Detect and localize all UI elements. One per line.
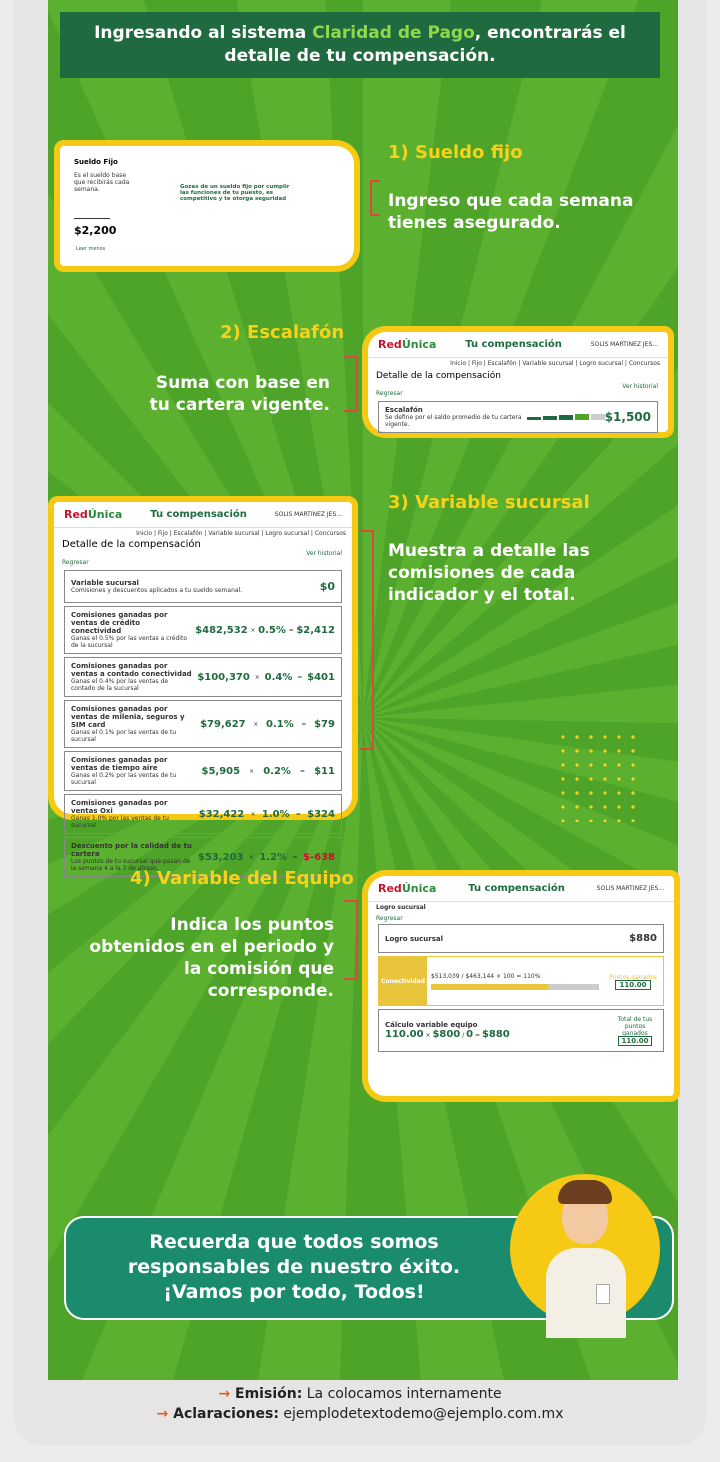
header-title: Tu compensación xyxy=(465,339,562,350)
section-title: Logro sucursal xyxy=(376,904,426,911)
variable-total: $0 xyxy=(319,580,335,593)
escalafon-card xyxy=(368,332,668,432)
commission-row: Comisiones ganadas por ventas Oxi Ganas 1.0% por las ventas de tu sucursal $32,422 × 1.0% = $324 xyxy=(64,794,342,834)
emision-label: Emisión: xyxy=(235,1386,303,1402)
variable-total-row: Variable sucursal Comisiones y descuentos aplicados a tu sueldo semanal. $0 xyxy=(64,570,342,603)
commission-row: Comisiones ganadas por ventas a contado conectividad Ganas el 0.4% por las ventas de contado de la sucursal $100,370 × 0.4% = $401 xyxy=(64,657,342,697)
back-link[interactable]: Regresar xyxy=(376,390,403,397)
commission-row: Comisiones ganadas por ventas de tiempo aire Ganas el 0.2% por las ventas de tu sucursal $5,905 × 0.2% = $11 xyxy=(64,751,342,791)
card-note: Gozas de un sueldo fijo por cumplir las funciones de tu puesto, es competitivo y te otorga seguridad xyxy=(180,184,290,202)
step4-title: 4) Variable del Equipo xyxy=(130,868,354,889)
escalafon-amount: $1,500 xyxy=(604,410,651,424)
total-points: 110.00 xyxy=(385,1029,424,1040)
bracket xyxy=(344,900,358,980)
row-desc: Se define por el saldo promedio de tu cartera vigente. xyxy=(385,414,522,428)
read-less-link[interactable]: Leer menos xyxy=(76,246,106,252)
row-title: Escalafón xyxy=(385,406,423,414)
step3-text: Muestra a detalle las comisiones de cada indicador y el total. xyxy=(388,541,590,605)
emision-value: La colocamos internamente xyxy=(306,1386,502,1402)
conectividad-row: Conectividad $513,039 / $463,144 × 100 = 110% Puntos ganados 110.00 xyxy=(378,956,664,1006)
redunica-logo: RedÚnica xyxy=(378,338,437,351)
logro-sucursal-card xyxy=(368,876,674,1096)
back-link[interactable]: Regresar xyxy=(62,559,89,566)
user-name[interactable]: SOLIS MARTINEZ JES... xyxy=(274,511,342,518)
commission-row: Comisiones ganadas por ventas de crédito conectividad Ganas el 0.5% por las ventas a crédito de la sucursal $482,532 × 0.5% = $2,412 xyxy=(64,606,342,654)
dot-pattern xyxy=(556,730,640,822)
step2-text: Suma con base en tu cartera vigente. xyxy=(149,373,330,415)
intro-banner: Ingresando al sistema Claridad de Pago, encontrarás el detalle de tu compensación. xyxy=(60,12,660,78)
step1-text: Ingreso que cada semana tienes asegurado. xyxy=(388,191,634,233)
commission-row: Comisiones ganadas por ventas de milenia, seguros y SIM card Ganas el 0.1% por las ventas de tu sucursal $79,627 × 0.1% = $79 xyxy=(64,700,342,748)
bracket xyxy=(370,180,380,216)
commission-row: Descuento por la calidad de tu cartera Los puntos de tu sucursal que pasan de la semana 4 a la 7 de atraso. $53,203 × 1.2% = $-638 xyxy=(64,837,342,877)
step4-text: Indica los puntos obtenidos en el periodo y la comisión que corresponde. xyxy=(89,915,334,1001)
user-name[interactable]: SOLIS MARTINEZ JES... xyxy=(590,341,658,348)
card-desc: Es el sueldo base que recibirás cada semana. xyxy=(74,172,130,193)
points-box: Puntos ganados 110.00 xyxy=(609,973,657,989)
brand-highlight: Claridad de Pago xyxy=(312,23,475,43)
factor: 0 xyxy=(466,1029,474,1040)
step2-title: 2) Escalafón xyxy=(220,322,345,343)
history-link[interactable]: Ver historial xyxy=(306,550,342,557)
calc-row: Cálculo variable equipo 110.00 × $800 / 0 = $880 Total de tus puntos ganados 110.00 xyxy=(378,1009,664,1052)
aclaraciones-label: Aclaraciones: xyxy=(173,1406,279,1422)
progress-bar xyxy=(431,984,599,990)
real-value: $513,039 xyxy=(431,972,460,980)
factor-value: 100 xyxy=(502,972,515,980)
base-commission: $800 xyxy=(432,1029,461,1040)
step1-title: 1) Sueldo fijo xyxy=(388,142,523,163)
final-commission: $880 xyxy=(481,1029,510,1040)
header-title: Tu compensación xyxy=(468,883,565,894)
logro-amount: $880 xyxy=(629,933,657,944)
closing-message: Recuerda que todos somos responsables de nuestro éxito. ¡Vamos por todo, Todos! xyxy=(64,1216,674,1320)
fixed-salary-amount: $2,200 xyxy=(74,224,117,237)
top-nav[interactable]: Inicio | Fijo | Escalafón | Variable sucursal | Logro sucursal | Concursos xyxy=(450,360,660,367)
header-title: Tu compensación xyxy=(150,509,247,520)
meta-value: $463,144 xyxy=(465,972,495,980)
conectividad-label: Conectividad xyxy=(379,957,427,1005)
bracket xyxy=(360,530,374,750)
total-points-value: 110.00 xyxy=(618,1036,651,1046)
employee-illustration xyxy=(510,1174,660,1324)
bracket xyxy=(344,356,358,412)
redunica-logo: RedÚnica xyxy=(64,508,123,521)
top-nav[interactable]: Inicio | Fijo | Escalafón | Variable sucursal | Logro sucursal | Concursos xyxy=(136,530,346,537)
contact-email[interactable]: ejemplodetextodemo@ejemplo.com.mx xyxy=(283,1406,564,1422)
logro-title: Logro sucursal xyxy=(385,934,444,943)
scale-bars xyxy=(527,414,605,420)
variable-sucursal-card xyxy=(54,502,352,872)
footer: → Emisión: La colocamos internamente → Aclaraciones: ejemplodetextodemo@ejemplo.com.mx xyxy=(156,1386,564,1422)
detail-title: Detalle de la compensación xyxy=(376,371,501,381)
card-heading: Sueldo Fijo xyxy=(74,158,118,166)
user-name[interactable]: SOLIS MARTINEZ JES... xyxy=(596,885,664,892)
detail-title: Detalle de la compensación xyxy=(62,539,201,550)
redunica-logo: RedÚnica xyxy=(378,882,437,895)
step3-title: 3) Variable sucursal xyxy=(388,492,590,513)
back-link[interactable]: Regresar xyxy=(376,915,403,922)
logro-pct: 110% xyxy=(523,972,541,980)
history-link[interactable]: Ver historial xyxy=(622,383,658,390)
sueldo-fijo-card xyxy=(60,146,354,266)
